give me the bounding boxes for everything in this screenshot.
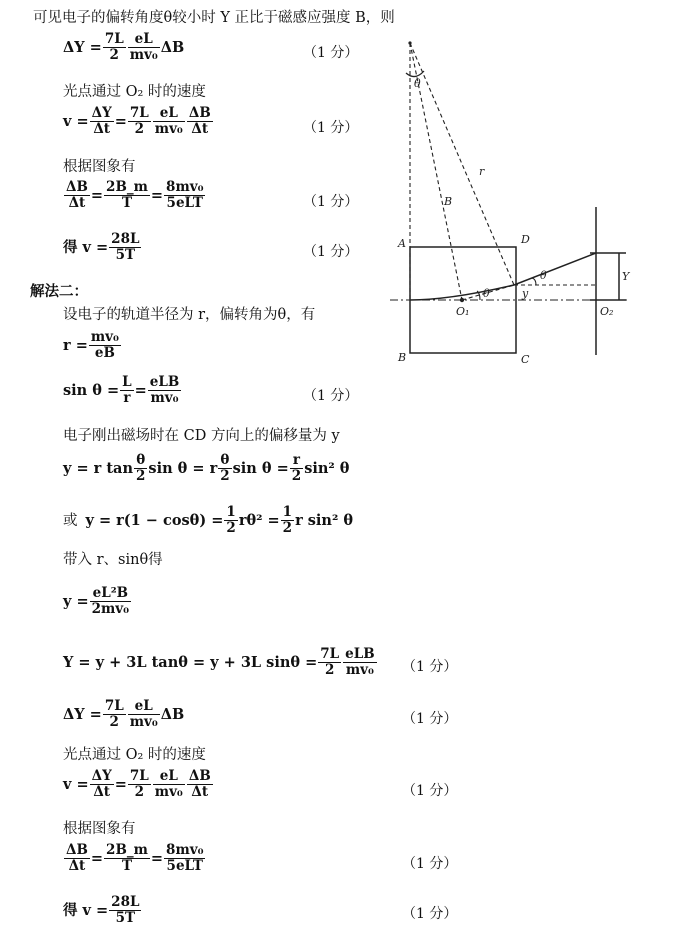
method2-title: 解法二： [30,283,88,300]
label-Y: Y [622,270,630,283]
radius-to-exit [410,43,514,285]
eq-delta-Y-1: ΔY = $\frac{7L}{2}$ $\frac{eL}{\text{mv₀}}$ ΔB [63,31,185,63]
score-6: （1 分） [402,659,458,675]
text-substitute: 带入 r、sinθ得 [63,552,163,568]
eq-result-1: 得 v = $\frac{28L}{5T}$ [63,231,140,263]
eq-delta-Y-2: ΔY = $\frac{7L}{2}$ $\frac{eL}{\text{mv₀}}$ ΔB [63,698,185,730]
score-10: （1 分） [402,906,458,922]
electron-trajectory [410,253,596,300]
label-D: D [521,233,530,246]
eq-graph-1: $\frac{\Delta B}{\Delta t}$ = $\frac{2B\_m}{T}$ = $\frac{\text{8mv₀}}{\text{5eLT}}$ [66,179,204,211]
score-5: （1 分） [303,388,359,404]
label-A: A [398,237,406,250]
label-theta-top: θ [414,77,421,90]
eq-result-2: 得 v = $\frac{28L}{5T}$ [63,894,140,926]
label-O2: O₂ [600,305,614,318]
score-8: （1 分） [402,783,458,799]
score-2: （1 分） [303,120,359,136]
text-velocity-2: 光点通过 O₂ 时的速度 [63,747,206,763]
eq-velocity-1: v = $\frac{\Delta Y}{\Delta t}$ = $\frac{7L}{2}$ $\frac{eL}{\text{mv₀}}$ $\frac{\Delta B}{\Delta t}$ [63,105,211,137]
eq-y-result: y = $\frac{\text{eL²B}}{\text{2mv₀}}$ [63,585,130,617]
eq-graph-2: $\frac{\Delta B}{\Delta t}$ = $\frac{2B\_m}{T}$ = $\frac{\text{8mv₀}}{\text{5eLT}}$ [66,842,204,874]
text-offset: 电子刚出磁场时在 CD 方向上的偏移量为 y [63,428,340,444]
eq-y-tan: y = r tan $\frac{\theta}{2}$ sin θ = r $\frac{\theta}{2}$ sin θ = $\frac{r}{2}$ sin² θ [63,452,350,484]
label-theta-O1: θ [483,287,490,300]
eq-y-cos: 或 y = r(1 − cosθ) = $\frac{1}{2}$ rθ² = $\frac{1}{2}$ r sin² θ [63,504,354,536]
label-y: y [522,287,529,300]
score-7: （1 分） [402,711,458,727]
label-O1: O₁ [456,305,470,318]
label-C: C [521,353,530,366]
score-3: （1 分） [303,194,359,210]
eq-sin-theta: sin θ = $\frac{L}{r}$ = $\frac{\text{eLB}}{\text{mv₀}}$ [63,374,180,406]
text-graph-1: 根据图象有 [63,159,136,175]
eq-Y-total: Y = y + 3L tanθ = y + 3L sinθ = $\frac{7L}{2}$ $\frac{\text{eLB}}{\text{mv₀}}$ [63,646,375,678]
intro-line: 可见电子的偏转角度θ较小时 Y 正比于磁感应强度 B，则 [33,10,395,26]
label-theta-exit: θ [540,269,547,282]
eq-radius: r = $\frac{\text{mv₀}}{eB}$ [63,329,119,361]
score-1: （1 分） [303,45,359,61]
eq-velocity-2: v = $\frac{\Delta Y}{\Delta t}$ = $\frac{7L}{2}$ $\frac{eL}{\text{mv₀}}$ $\frac{\Delta B}{\Delta t}$ [63,768,211,800]
text-radius: 设电子的轨道半径为 r，偏转角为θ，有 [63,307,316,323]
text-velocity-1: 光点通过 O₂ 时的速度 [63,84,206,100]
score-4: （1 分） [303,244,359,260]
label-B-radius: B [444,195,453,208]
physics-diagram [390,35,650,375]
label-r: r [479,165,485,178]
score-9: （1 分） [402,856,458,872]
label-B: B [398,351,407,364]
text-graph-2: 根据图象有 [63,821,136,837]
